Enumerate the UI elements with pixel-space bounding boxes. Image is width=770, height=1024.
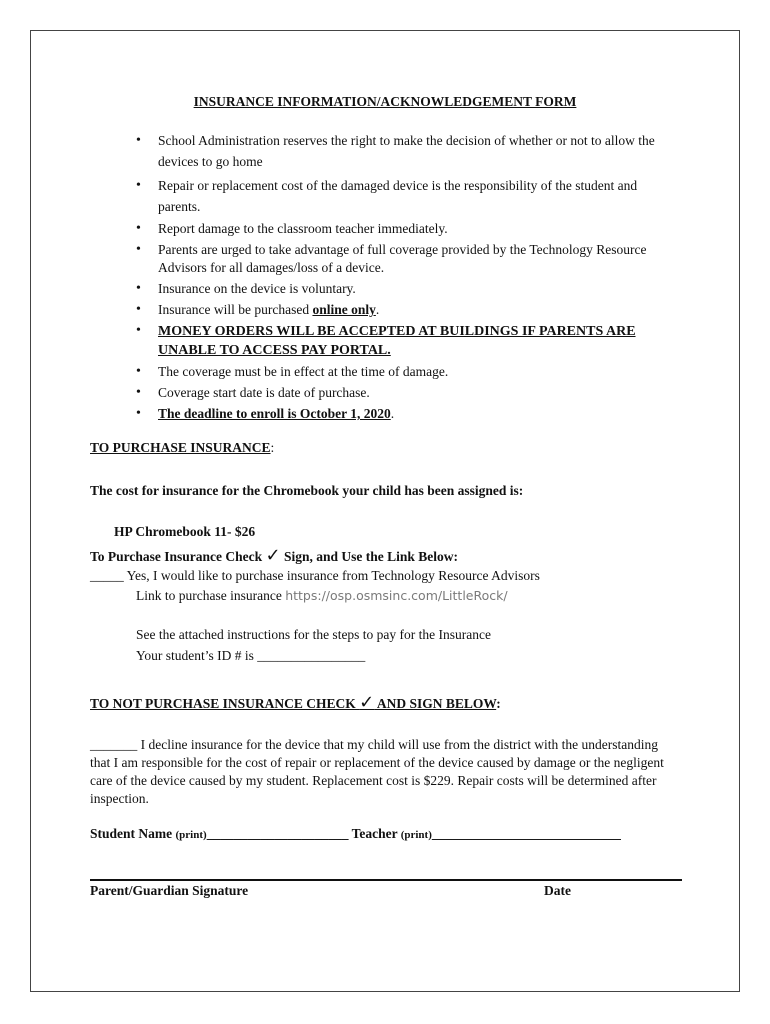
parent-signature-label: Parent/Guardian Signature xyxy=(90,883,249,898)
list-item: • School Administration reserves the right to make the decision of whether or not to allow the devices to go home xyxy=(130,130,680,172)
student-name-field[interactable]: _____________________ xyxy=(206,826,352,841)
name-fields-line: Student Name (print)_____________________ Teacher (print)____________________________ xyxy=(90,826,621,841)
list-item: • The coverage must be in effect at the time of damage. xyxy=(130,363,680,381)
signature-line[interactable] xyxy=(90,879,682,881)
list-item: • Coverage start date is date of purchase. xyxy=(130,384,680,402)
purchase-check-line: To Purchase Insurance Check ✓ Sign, and Use the Link Below: xyxy=(90,545,459,566)
form-title: INSURANCE INFORMATION/ACKNOWLEDGEMENT FORM xyxy=(193,94,577,109)
list-item: • Parents are urged to take advantage of full coverage provided by the Technology Resource Advisors for all damages/loss of a device. xyxy=(130,241,680,277)
student-id-field[interactable]: Your student’s ID # is ________________ xyxy=(136,648,366,663)
purchase-link[interactable]: https://osp.osmsinc.com/LittleRock/ xyxy=(285,588,508,603)
checkmark-icon: ✓ xyxy=(265,545,281,566)
list-item: • Report damage to the classroom teacher immediately. xyxy=(130,220,680,238)
purchase-heading: TO PURCHASE INSURANCE: xyxy=(90,440,275,455)
decline-heading: TO NOT PURCHASE INSURANCE CHECK ✓ AND SIGN BELOW: xyxy=(90,692,501,713)
date-label: Date xyxy=(544,883,571,898)
device-price: HP Chromebook 11- $26 xyxy=(114,524,256,539)
list-item: • Repair or replacement cost of the damaged device is the responsibility of the student and parents. xyxy=(130,175,680,217)
policy-list xyxy=(130,130,680,426)
list-item: • Insurance will be purchased online only. xyxy=(130,301,680,319)
list-item: • MONEY ORDERS WILL BE ACCEPTED AT BUILDINGS IF PARENTS ARE UNABLE TO ACCESS PAY PORTAL. xyxy=(130,322,680,360)
checkmark-icon: ✓ xyxy=(359,692,375,713)
teacher-name-field[interactable]: ____________________________ xyxy=(431,826,621,841)
purchase-link-line: Link to purchase insurance https://osp.osmsinc.com/LittleRock/ xyxy=(136,588,508,603)
instructions-line: See the attached instructions for the steps to pay for the Insurance xyxy=(136,627,492,642)
cost-line: The cost for insurance for the Chromebook your child has been assigned is: xyxy=(90,483,524,498)
list-item: • Insurance on the device is voluntary. xyxy=(130,280,680,298)
decline-paragraph: _______ I decline insurance for the device that my child will use from the district with the understanding that I am responsible for the cost of repair or replacement of the device caused by damage or the negligent care of the device caused by my student. Replacement cost is $229. Repair costs will be determined after inspection. xyxy=(90,737,664,806)
yes-purchase-line[interactable]: _____ Yes, I would like to purchase insurance from Technology Resource Advisors xyxy=(90,568,540,583)
list-item: • The deadline to enroll is October 1, 2020. xyxy=(130,405,680,423)
